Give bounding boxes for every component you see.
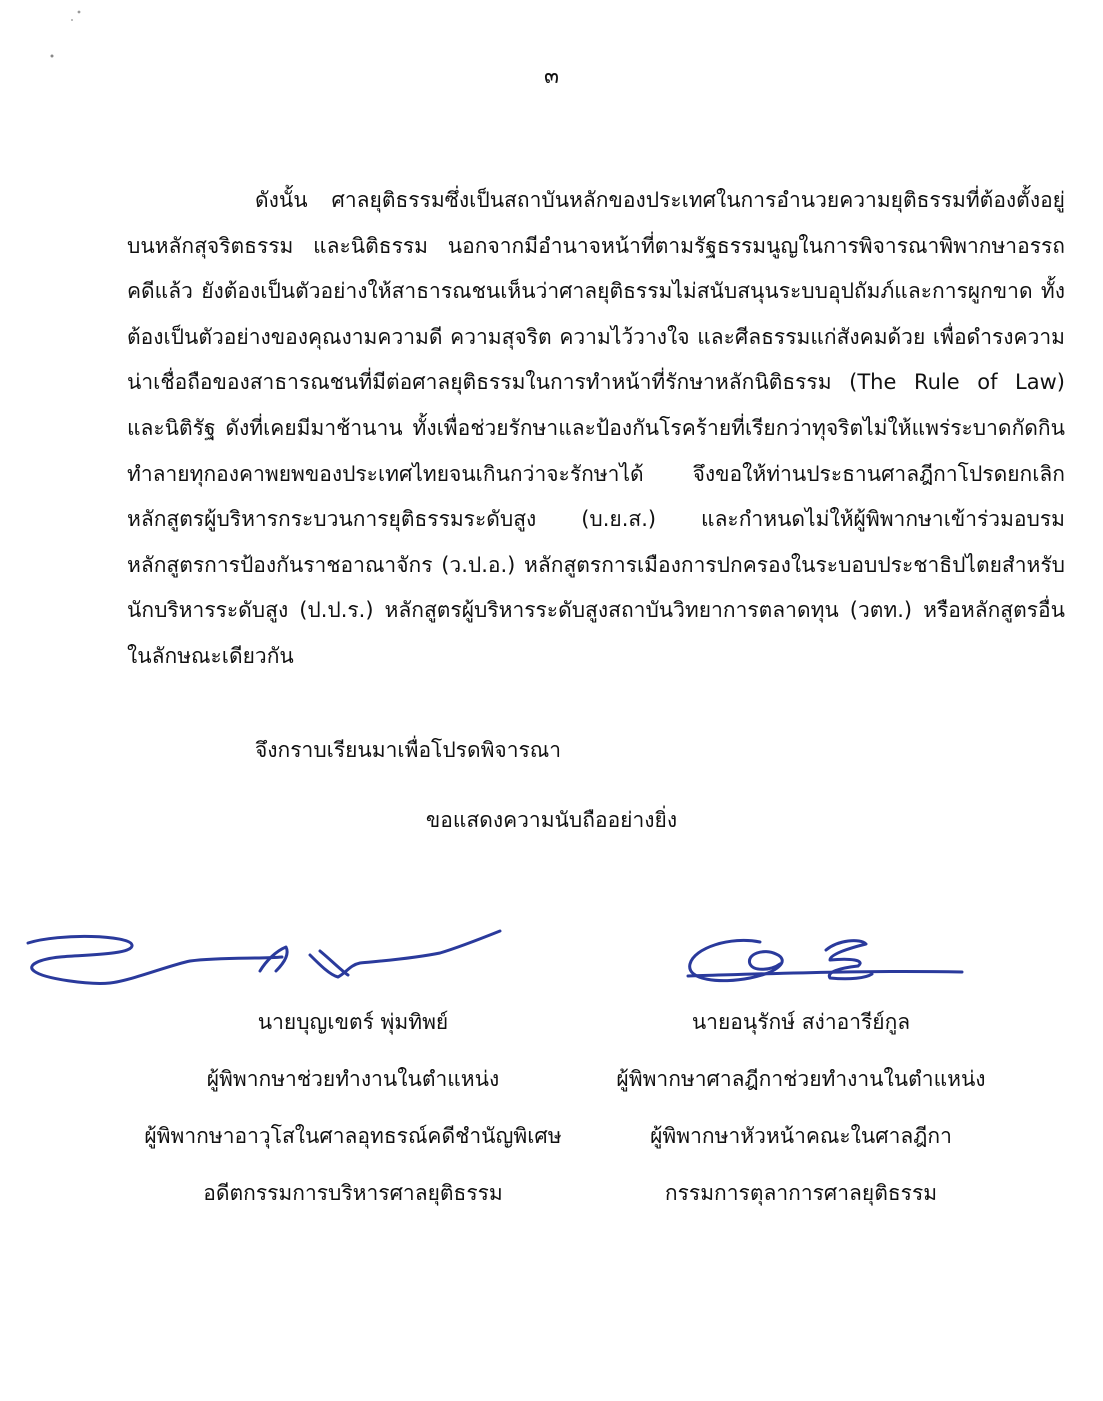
signer-left	[118, 1002, 588, 1230]
scan-specks	[0, 0, 120, 60]
closing-request: จึงกราบเรียนมาเพื่อโปรดพิจารณา	[255, 738, 562, 762]
signer-left-title-2: ผู้พิพากษาอาวุโสในศาลอุทธรณ์คดีชำนัญพิเศษ	[144, 1124, 562, 1148]
signer-right-title-1: ผู้พิพากษาศาลฎีกาช่วยทำงานในตำแหน่ง	[616, 1067, 986, 1091]
signer-left-name: นายบุญเขตร์ พุ่มทิพย์	[257, 1010, 449, 1034]
closing-regards: ขอแสดงความนับถืออย่างยิ่ง	[425, 808, 678, 832]
signer-left-title-1: ผู้พิพากษาช่วยทำงานในตำแหน่ง	[206, 1067, 500, 1091]
signer-right	[566, 1002, 1036, 1230]
page-number: ๓	[543, 64, 560, 89]
signature-right	[680, 930, 970, 995]
signer-right-name: นายอนุรักษ์ สง่าอารีย์กูล	[691, 1010, 911, 1034]
signature-left	[20, 925, 510, 1000]
signer-right-title-2: ผู้พิพากษาหัวหน้าคณะในศาลฎีกา	[650, 1124, 952, 1148]
signer-left-title-3: อดีตกรรมการบริหารศาลยุติธรรม	[203, 1181, 503, 1205]
signer-right-title-3: กรรมการตุลาการศาลยุติธรรม	[664, 1181, 938, 1205]
body-paragraph: ดังนั้น ศาลยุติธรรมซึ่งเป็นสถาบันหลักของประเทศในการอำนวยความยุติธรรมที่ต้องตั้งอยู่บนหลักสุจริตธรรม และนิติธรรม นอกจากมีอำนาจหน้าที่ตามรัฐธรรมนูญในการพิจารณาพิพากษาอรรถคดีแล้ว ยังต้องเป็นตัวอย่างให้สาธารณชนเห็นว่าศาลยุติธรรมไม่สนับสนุนระบบอุปถัมภ์และการผูกขาด ทั้งต้องเป็นตัวอย่างของคุณงามความดี ความสุจริต ความไว้วางใจ และศีลธรรมแก่สังคมด้วย เพื่อดำรงความน่าเชื่อถือของสาธารณชนที่มีต่อศาลยุติธรรมในการทำหน้าที่รักษาหลักนิติธรรม (The Rule of Law) และนิติรัฐ ดังที่เคยมีมาช้านาน ทั้งเพื่อช่วยรักษาและป้องกันโรคร้ายที่เรียกว่าทุจริตไม่ให้แพร่ระบาดกัดกินทำลายทุกองคาพยพของประเทศไทยจนเกินกว่าจะรักษาได้ จึงขอให้ท่านประธานศาลฎีกาโปรดยกเลิกหลักสูตรผู้บริหารกระบวนการยุติธรรมระดับสูง (บ.ย.ส.) และกำหนดไม่ให้ผู้พิพากษาเข้าร่วมอบรมหลักสูตรการป้องกันราชอาณาจักร (ว.ป.อ.) หลักสูตรการเมืองการปกครองในระบอบประชาธิปไตยสำหรับนักบริหารระดับสูง (ป.ป.ร.) หลักสูตรผู้บริหารระดับสูงสถาบันวิทยาการตลาดทุน (วตท.) หรือหลักสูตรอื่นในลักษณะเดียวกัน	[127, 188, 1065, 668]
